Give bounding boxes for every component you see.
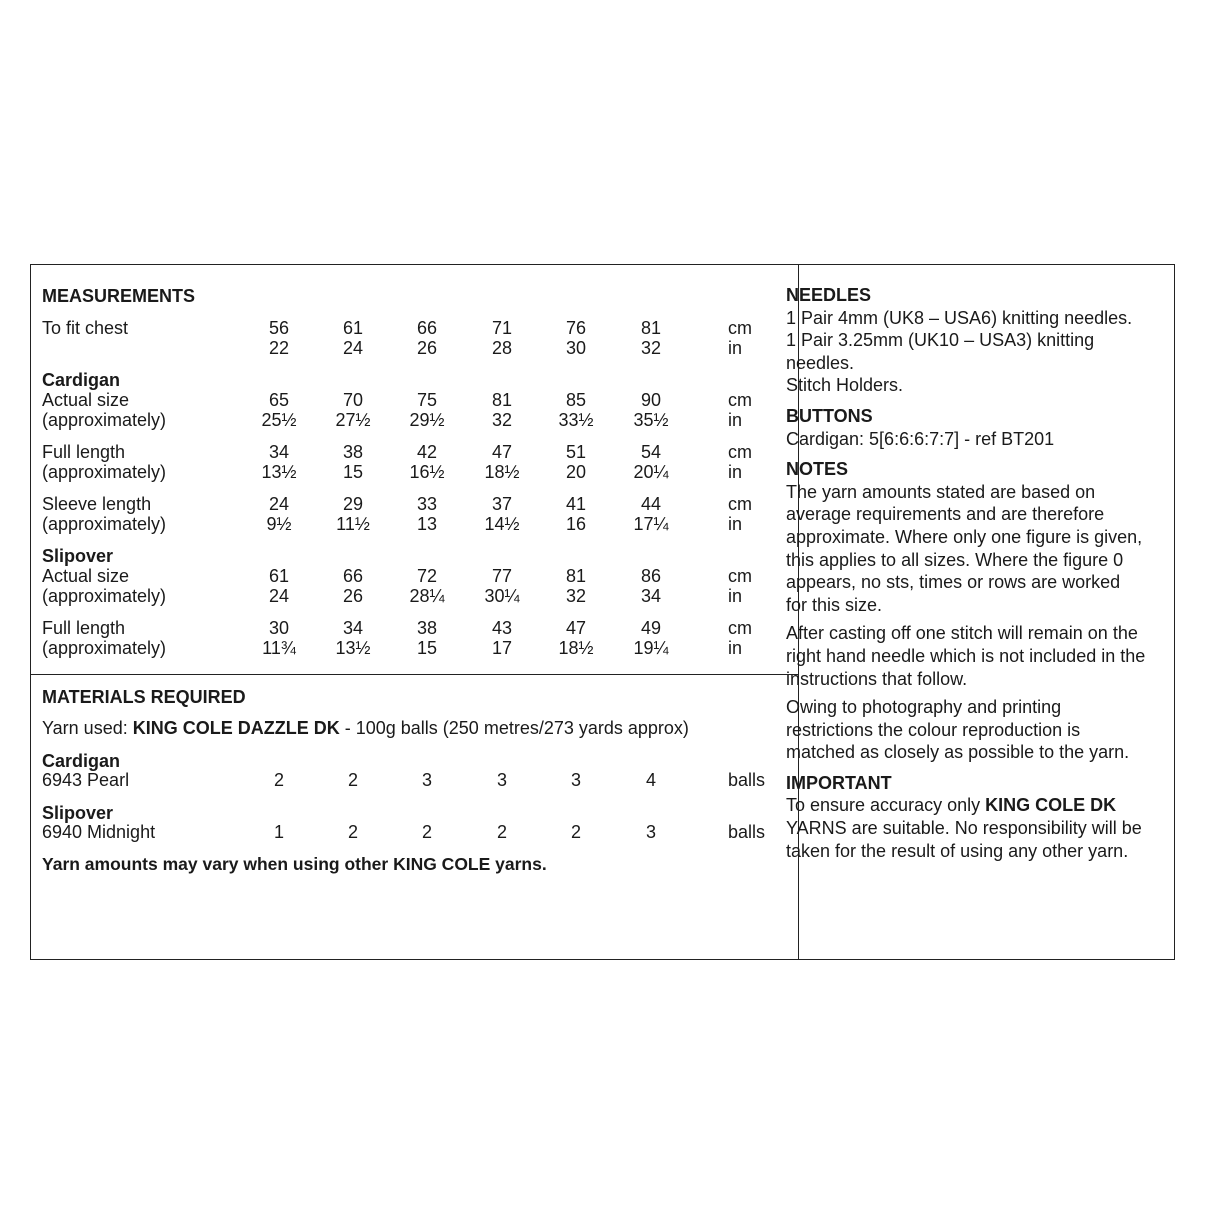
unit-cm: cm	[728, 566, 752, 586]
cm-value: 54	[640, 442, 662, 462]
cardigan-balls-value: 3	[496, 770, 507, 790]
unit-cm: cm	[728, 390, 752, 410]
row-sublabel: (approximately)	[42, 462, 167, 482]
cm-value: 49	[640, 618, 662, 638]
cardigan-section-label: Cardigan	[42, 370, 121, 390]
yarn-used-line	[42, 718, 689, 738]
needles-line-3: Stitch Holders.	[786, 375, 904, 396]
cm-value: 86	[640, 566, 662, 586]
in-value: 14½	[484, 514, 520, 534]
cm-value: 33	[416, 494, 438, 514]
measurements-heading: MEASUREMENTS	[42, 286, 196, 306]
unit-in: in	[728, 462, 743, 482]
cardigan-balls-value: 3	[570, 770, 581, 790]
notes-paragraph-1: The yarn amounts stated are based on average requirements and are therefore approximate. Where only one figure is given, this applies to all sizes. Where the figure 0 appears, no sts, times or rows are worked for this size.	[786, 481, 1143, 615]
in-value: 9½	[266, 514, 292, 534]
in-value: 26	[342, 586, 364, 606]
in-value: 30¼	[484, 586, 520, 606]
notes-heading: NOTES	[786, 459, 849, 480]
slipover-balls-value: 3	[645, 822, 656, 842]
materials-cardigan-label: Cardigan	[42, 751, 121, 771]
in-value: 32	[491, 410, 513, 430]
cm-value: 38	[416, 618, 438, 638]
balls-unit: balls	[728, 770, 766, 790]
horizontal-divider	[31, 674, 798, 675]
cm-value: 51	[565, 442, 587, 462]
cm-value: 66	[416, 318, 438, 338]
in-value: 28¼	[409, 586, 445, 606]
cardigan-colour: 6943 Pearl	[42, 770, 130, 790]
cardigan-balls-value: 3	[421, 770, 432, 790]
in-value: 11¾	[262, 638, 296, 658]
yarn-name: KING COLE DAZZLE DK	[132, 718, 340, 738]
unit-in: in	[728, 514, 743, 534]
cm-value: 24	[268, 494, 290, 514]
cm-value: 90	[640, 390, 662, 410]
in-value: 34	[640, 586, 662, 606]
unit-cm: cm	[728, 494, 752, 514]
needles-heading: NEEDLES	[786, 285, 872, 305]
row-label: Actual size	[42, 566, 130, 586]
cm-value: 71	[491, 318, 513, 338]
in-value: 19¼	[633, 638, 669, 658]
in-value: 32	[565, 586, 587, 606]
cm-value: 61	[342, 318, 364, 338]
in-value: 18½	[558, 638, 594, 658]
cm-value: 76	[565, 318, 587, 338]
cm-value: 81	[640, 318, 662, 338]
in-value: 35½	[633, 410, 669, 430]
cm-value: 47	[491, 442, 513, 462]
unit-cm: cm	[728, 318, 752, 338]
in-value: 17¼	[633, 514, 669, 534]
important-heading: IMPORTANT	[786, 772, 892, 793]
in-value: 29½	[409, 410, 445, 430]
important-bold: KING COLE DK	[985, 795, 1117, 816]
unit-in: in	[728, 586, 743, 606]
row-sublabel: (approximately)	[42, 514, 167, 534]
unit-in: in	[728, 338, 743, 358]
unit-in: in	[728, 638, 743, 658]
cardigan-balls-value: 2	[273, 770, 284, 790]
buttons-text: Cardigan: 5[6:6:6:7:7] - ref BT201	[786, 428, 1055, 449]
yarn-amounts-note: Yarn amounts may vary when using other KING COLE yarns.	[42, 854, 547, 874]
slipover-balls-value: 2	[570, 822, 581, 842]
right-column	[786, 284, 1146, 862]
row-label: To fit chest	[42, 318, 129, 338]
important-pre: To ensure accuracy only	[786, 795, 986, 816]
row-sublabel: (approximately)	[42, 586, 167, 606]
cm-value: 75	[416, 390, 438, 410]
slipover-balls-value: 1	[273, 822, 284, 842]
cm-value: 44	[640, 494, 662, 514]
row-sublabel: (approximately)	[42, 638, 167, 658]
cm-value: 66	[342, 566, 364, 586]
cm-value: 34	[268, 442, 290, 462]
important-text	[786, 794, 1146, 862]
in-value: 28	[491, 338, 513, 358]
in-value: 27½	[335, 410, 371, 430]
in-value: 32	[640, 338, 662, 358]
row-label: Full length	[42, 618, 126, 638]
cm-value: 70	[342, 390, 364, 410]
in-value: 26	[416, 338, 438, 358]
row-sublabel: (approximately)	[42, 410, 167, 430]
cm-value: 43	[491, 618, 513, 638]
in-value: 16	[565, 514, 587, 534]
unit-cm: cm	[728, 618, 752, 638]
needles-line-1: 1 Pair 4mm (UK8 – USA6) knitting needles.	[786, 307, 1133, 328]
notes-paragraph-2: After casting off one stitch will remain on the right hand needle which is not included in the instructions that follow.	[786, 623, 1146, 689]
row-label: Actual size	[42, 390, 130, 410]
materials-heading: MATERIALS REQUIRED	[42, 687, 246, 707]
cm-value: 37	[491, 494, 513, 514]
slipover-section-label: Slipover	[42, 546, 114, 566]
cm-value: 81	[565, 566, 587, 586]
needles-line-2: 1 Pair 3.25mm (UK10 – USA3) knitting needles.	[786, 330, 1095, 373]
in-value: 30	[565, 338, 587, 358]
in-value: 25½	[261, 410, 297, 430]
slipover-balls-value: 2	[347, 822, 358, 842]
cm-value: 42	[416, 442, 438, 462]
in-value: 13	[416, 514, 438, 534]
cardigan-balls-value: 4	[645, 770, 656, 790]
materials-slipover-label: Slipover	[42, 803, 114, 823]
balls-unit: balls	[728, 822, 766, 842]
cm-value: 34	[342, 618, 364, 638]
in-value: 13½	[261, 462, 297, 482]
in-value: 22	[268, 338, 290, 358]
cm-value: 47	[565, 618, 587, 638]
slipover-balls-value: 2	[421, 822, 432, 842]
in-value: 24	[342, 338, 364, 358]
cm-value: 77	[491, 566, 513, 586]
cardigan-balls-value: 2	[347, 770, 358, 790]
cm-value: 81	[491, 390, 513, 410]
unit-cm: cm	[728, 442, 752, 462]
cm-value: 85	[565, 390, 587, 410]
in-value: 20	[565, 462, 587, 482]
slipover-colour: 6940 Midnight	[42, 822, 156, 842]
in-value: 15	[416, 638, 438, 658]
slipover-balls-value: 2	[496, 822, 507, 842]
yarn-suffix: - 100g balls (250 metres/273 yards approx)	[339, 718, 689, 738]
cm-value: 56	[268, 318, 290, 338]
in-value: 33½	[558, 410, 594, 430]
row-label: Sleeve length	[42, 494, 152, 514]
in-value: 24	[268, 586, 290, 606]
in-value: 11½	[336, 514, 370, 534]
in-value: 13½	[335, 638, 371, 658]
unit-in: in	[728, 410, 743, 430]
buttons-heading: BUTTONS	[786, 405, 873, 426]
yarn-prefix: Yarn used:	[42, 718, 133, 738]
in-value: 15	[342, 462, 364, 482]
in-value: 16½	[409, 462, 445, 482]
cm-value: 29	[342, 494, 364, 514]
important-post: YARNS are suitable. No responsibility will be taken for the result of using any other yarn.	[786, 818, 1142, 861]
in-value: 18½	[484, 462, 520, 482]
cm-value: 38	[342, 442, 364, 462]
cm-value: 65	[268, 390, 290, 410]
in-value: 17	[491, 638, 513, 658]
cm-value: 41	[565, 494, 587, 514]
cm-value: 30	[268, 618, 290, 638]
in-value: 20¼	[633, 462, 669, 482]
cm-value: 72	[416, 566, 438, 586]
notes-paragraph-3: Owing to photography and printing restrictions the colour reproduction is matched as closely as possible to the yarn.	[786, 697, 1130, 763]
cm-value: 61	[268, 566, 290, 586]
row-label: Full length	[42, 442, 126, 462]
